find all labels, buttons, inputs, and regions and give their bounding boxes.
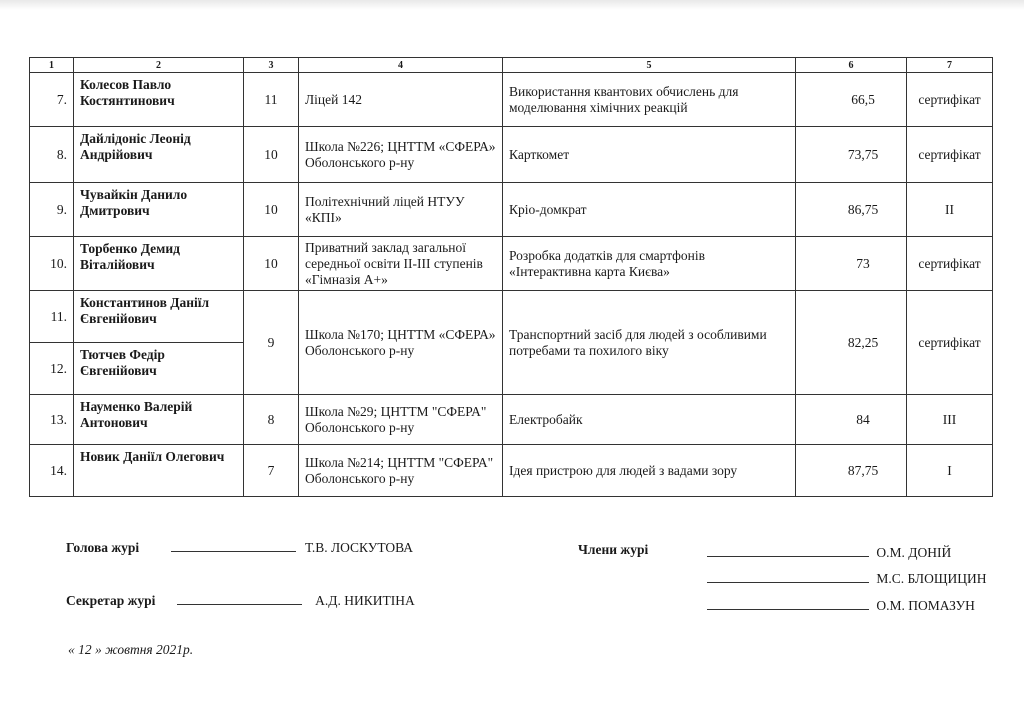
row-number: 11. (30, 291, 74, 343)
chair-name: Т.В. ЛОСКУТОВА (304, 540, 414, 555)
row-number: 7. (30, 73, 74, 127)
chair-signature (66, 539, 413, 556)
student-name: Науменко Валерій Антонович (74, 395, 244, 445)
school: Школа №226; ЦНТТМ «СФЕРА» Оболонського р-ну (299, 127, 503, 183)
grade: 9 (244, 291, 299, 395)
student-name: Новик Даніїл Олегович (74, 445, 244, 497)
secretary-name: А.Д. НИКИТІНА (315, 593, 415, 608)
member-signature (707, 544, 951, 561)
header-row (30, 58, 993, 73)
scan-top-shadow (0, 0, 1024, 10)
project-title: Транспортний засіб для людей з особливими потребами та похилого віку (503, 291, 796, 395)
row-number: 8. (30, 127, 74, 183)
score: 66,5 (796, 73, 907, 127)
table-row (30, 395, 993, 445)
secretary-signature (66, 592, 415, 609)
project-title: Карткомет (503, 127, 796, 183)
col-header-3: 3 (244, 58, 299, 73)
award: II (907, 183, 993, 237)
project-title: Розробка додатків для смартфонів «Інтерактивна карта Києва» (503, 237, 796, 291)
col-header-5: 5 (503, 58, 796, 73)
grade: 8 (244, 395, 299, 445)
student-name: Колесов Павло Костянтинович (74, 73, 244, 127)
table-row (30, 183, 993, 237)
row-number: 14. (30, 445, 74, 497)
score: 82,25 (796, 291, 907, 395)
signature-line (707, 597, 869, 610)
school: Ліцей 142 (299, 73, 503, 127)
project-title: Електробайк (503, 395, 796, 445)
col-header-7: 7 (907, 58, 993, 73)
score: 86,75 (796, 183, 907, 237)
signature-line (177, 592, 302, 605)
school: Приватний заклад загальної середньої освіти ІІ-ІІІ ступенів «Гімназія А+» (299, 237, 503, 291)
signature-line (171, 539, 296, 552)
score: 73 (796, 237, 907, 291)
members-label: Члени журі (578, 542, 649, 557)
grade: 10 (244, 183, 299, 237)
award: сертифікат (907, 73, 993, 127)
member-signature (707, 597, 975, 614)
award: I (907, 445, 993, 497)
row-number: 10. (30, 237, 74, 291)
project-title: Використання квантових обчислень для моделювання хімічних реакцій (503, 73, 796, 127)
student-name: Чувайкін Данило Дмитрович (74, 183, 244, 237)
score: 73,75 (796, 127, 907, 183)
col-header-1: 1 (30, 58, 74, 73)
student-name: Тютчев Федір Євгенійович (74, 343, 244, 395)
grade: 11 (244, 73, 299, 127)
grade: 10 (244, 127, 299, 183)
student-name: Дайлідоніс Леонід Андрійович (74, 127, 244, 183)
school: Школа №170; ЦНТТМ «СФЕРА» Оболонського р-ну (299, 291, 503, 395)
table-row (30, 73, 993, 127)
table-row (30, 237, 993, 291)
school: Політехнічний ліцей НТУУ «КПІ» (299, 183, 503, 237)
table-row (30, 445, 993, 497)
member-name: О.М. ПОМАЗУН (876, 598, 975, 613)
table-row (30, 127, 993, 183)
table-row (30, 291, 993, 343)
grade: 10 (244, 237, 299, 291)
award: сертифікат (907, 291, 993, 395)
award: сертифікат (907, 237, 993, 291)
member-name: О.М. ДОНІЙ (876, 545, 952, 560)
award: сертифікат (907, 127, 993, 183)
col-header-4: 4 (299, 58, 503, 73)
row-number: 13. (30, 395, 74, 445)
student-name: Константинов Даніїл Євгенійович (74, 291, 244, 343)
members-label-block (578, 542, 648, 558)
secretary-label: Секретар журі (66, 593, 156, 608)
chair-label: Голова журі (66, 540, 140, 555)
project-title: Кріо-домкрат (503, 183, 796, 237)
score: 84 (796, 395, 907, 445)
signature-line (707, 570, 869, 583)
row-number: 9. (30, 183, 74, 237)
results-table (29, 57, 993, 497)
student-name: Торбенко Демид Віталійович (74, 237, 244, 291)
signature-line (707, 544, 869, 557)
score: 87,75 (796, 445, 907, 497)
school: Школа №29; ЦНТТМ "СФЕРА" Оболонського р-ну (299, 395, 503, 445)
row-number: 12. (30, 343, 74, 395)
member-signature (707, 570, 986, 587)
document-date: « 12 » жовтня 2021р. (68, 642, 194, 657)
grade: 7 (244, 445, 299, 497)
member-name: М.С. БЛОЩИЦИН (876, 571, 987, 586)
school: Школа №214; ЦНТТМ "СФЕРА" Оболонського р-ну (299, 445, 503, 497)
award: III (907, 395, 993, 445)
col-header-2: 2 (74, 58, 244, 73)
col-header-6: 6 (796, 58, 907, 73)
project-title: Ідея пристрою для людей з вадами зору (503, 445, 796, 497)
